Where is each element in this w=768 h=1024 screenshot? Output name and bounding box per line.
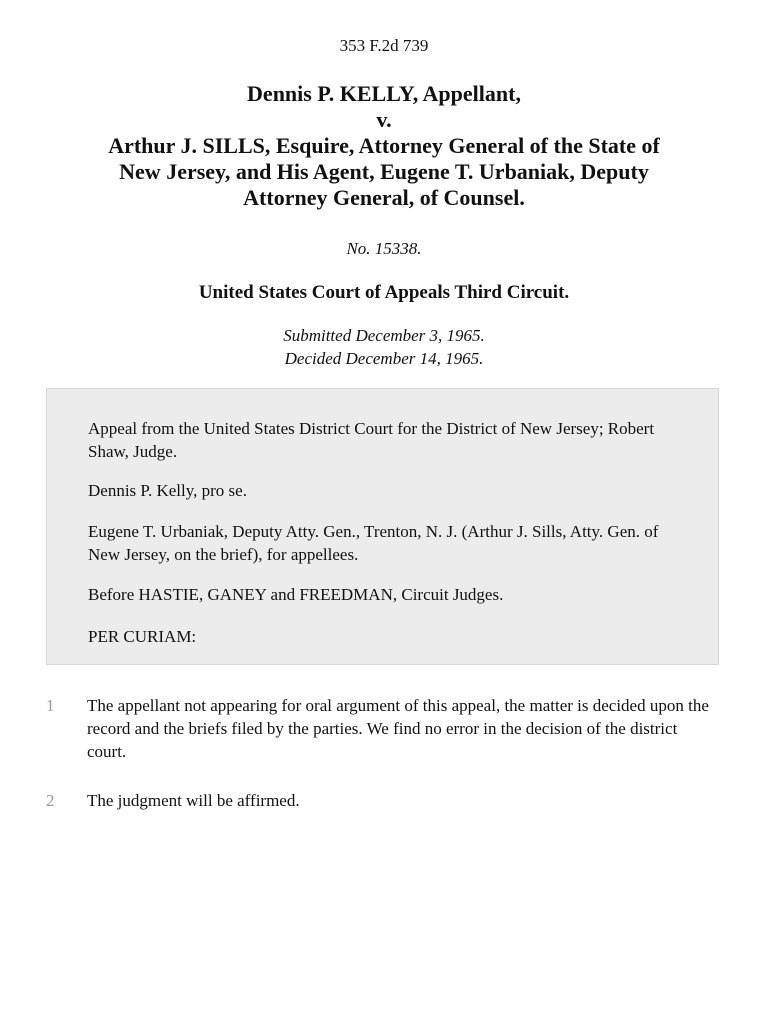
title-line-appellee-1: Arthur J. SILLS, Esquire, Attorney General of the State of <box>108 133 660 158</box>
paragraph-text: The judgment will be affirmed. <box>87 791 300 810</box>
appellant-counsel: Dennis P. Kelly, pro se. <box>88 481 247 500</box>
case-citation: 353 F.2d 739 <box>339 36 429 55</box>
paragraph-number: 1 <box>46 696 55 715</box>
court-name: United States Court of Appeals Third Circuit. <box>198 282 570 303</box>
appellee-counsel: Eugene T. Urbaniak, Deputy Atty. Gen., Trenton, N. J. (Arthur J. Sills, Atty. Gen. of New Jersey, on the brief), for appellees. <box>88 522 659 564</box>
judges-panel: Before HASTIE, GANEY and FREEDMAN, Circuit Judges. <box>88 585 504 604</box>
per-curiam: PER CURIAM: <box>88 627 197 646</box>
title-line-appellant: Dennis P. KELLY, Appellant, <box>247 81 521 106</box>
case-title <box>60 81 708 211</box>
syllabus-box <box>46 388 719 665</box>
title-line-appellee-2: New Jersey, and His Agent, Eugene T. Urbaniak, Deputy <box>119 159 649 184</box>
submitted-date: Submitted December 3, 1965. <box>283 326 485 345</box>
title-line-versus: v. <box>376 107 392 132</box>
case-dates <box>0 324 768 370</box>
decided-date: Decided December 14, 1965. <box>284 349 484 368</box>
title-line-appellee-3: Attorney General, of Counsel. <box>243 185 525 210</box>
paragraph-text: The appellant not appearing for oral argument of this appeal, the matter is decided upon the record and the briefs filed by the parties. We find no error in the decision of the district court. <box>87 696 709 761</box>
docket-number: No. 15338. <box>346 239 422 258</box>
appeal-from: Appeal from the United States District Court for the District of New Jersey; Robert Shaw, Judge. <box>88 419 655 461</box>
paragraph-number: 2 <box>46 791 55 810</box>
